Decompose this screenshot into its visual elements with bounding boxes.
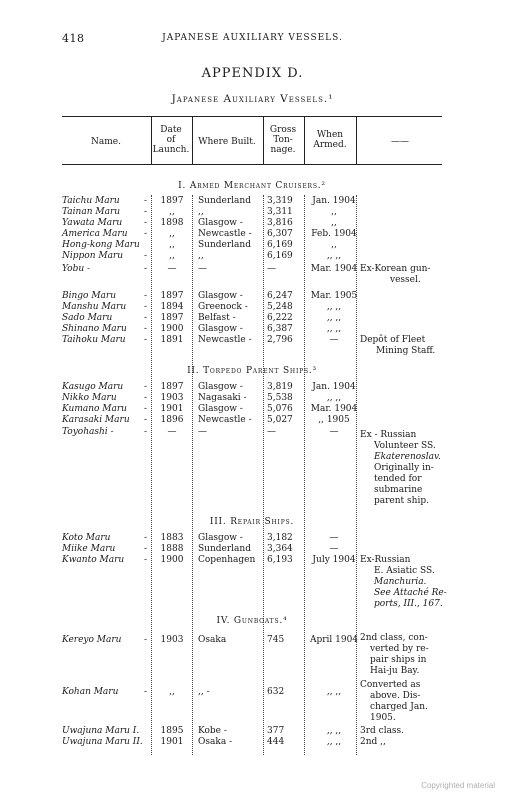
table-row xyxy=(62,229,454,240)
where-built: Sunderland xyxy=(198,240,251,250)
copyright-watermark: Copyrighted material xyxy=(421,781,495,790)
when-armed: ,, ,, xyxy=(326,726,342,736)
where-built: Sunderland xyxy=(198,544,251,554)
remark-line: E. Asiatic SS. xyxy=(374,566,435,576)
gross-tonnage: 6,169 xyxy=(267,251,293,261)
remark xyxy=(360,633,429,677)
remark-line: pair ships in xyxy=(370,655,427,665)
gross-tonnage: — xyxy=(267,264,276,274)
column-header-armed-line: When xyxy=(316,130,344,140)
vessel-name: Kwanto Maru xyxy=(62,555,125,565)
leader-dash: - xyxy=(144,544,148,554)
launch-date: 1897 xyxy=(160,291,184,301)
table-row xyxy=(62,207,454,218)
table-row xyxy=(62,313,454,324)
when-armed: Jan. 1904 xyxy=(312,382,356,392)
vessel-name: Hong-kong Maru xyxy=(62,240,140,250)
vessel-name: Bingo Maru xyxy=(62,291,117,301)
column-header-date xyxy=(152,125,190,155)
launch-date: 1903 xyxy=(160,635,184,645)
where-built: Osaka xyxy=(198,635,227,645)
when-armed: — xyxy=(329,544,339,554)
appendix-title: APPENDIX D. xyxy=(201,66,304,81)
where-built: Glasgow - xyxy=(198,218,243,228)
column-header-date-line: Date xyxy=(160,125,182,135)
where-built: Glasgow - xyxy=(198,404,243,414)
where-built: Sunderland xyxy=(198,196,251,206)
gross-tonnage: 3,311 xyxy=(267,207,293,217)
table-row xyxy=(62,240,454,251)
where-built: Greenock - xyxy=(198,302,248,312)
column-header-tonnage-line: nage. xyxy=(270,145,296,155)
launch-date: 1888 xyxy=(160,544,184,554)
table-row xyxy=(62,196,454,207)
column-divider xyxy=(151,195,152,755)
column-header-armed xyxy=(305,130,355,150)
remark-line: vessel. xyxy=(390,275,421,285)
launch-date: 1900 xyxy=(160,555,184,565)
column-divider xyxy=(192,116,193,164)
section-title: II. Torpedo Parent Ships.³ xyxy=(187,366,317,376)
table-header-rule xyxy=(62,164,442,165)
when-armed: — xyxy=(329,427,339,437)
launch-date: 1883 xyxy=(160,533,184,543)
leader-dash: - xyxy=(144,291,148,301)
table-row xyxy=(62,302,454,313)
when-armed: Mar. 1905 xyxy=(310,291,358,301)
where-built: Kobe - xyxy=(198,726,227,736)
leader-dash: - xyxy=(144,427,148,437)
column-header-armed-line: Armed. xyxy=(313,140,347,150)
launch-date: — xyxy=(167,264,177,274)
launch-date: ,, xyxy=(169,229,175,239)
vessel-name: Kereyo Maru xyxy=(62,635,122,645)
leader-dash: - xyxy=(144,302,148,312)
gross-tonnage: 5,076 xyxy=(267,404,293,414)
gross-tonnage: 6,307 xyxy=(267,229,293,239)
vessel-name: Sado Maru xyxy=(62,313,113,323)
remark-line: verted by re- xyxy=(370,644,429,654)
remark xyxy=(360,726,404,737)
table-row xyxy=(62,533,454,544)
gross-tonnage: 444 xyxy=(267,737,285,747)
when-armed: — xyxy=(329,335,339,345)
launch-date: ,, xyxy=(169,240,175,250)
when-armed: Mar. 1904 xyxy=(310,264,358,274)
running-header xyxy=(62,32,443,46)
where-built: Belfast - xyxy=(198,313,236,323)
remark-line: 3rd class. xyxy=(360,726,405,736)
leader-dash: - xyxy=(144,335,148,345)
leader-dash: - xyxy=(144,415,148,425)
gross-tonnage: — xyxy=(267,427,276,437)
gross-tonnage: 5,027 xyxy=(267,415,293,425)
table-row xyxy=(62,415,454,426)
column-header-built: Where Built. xyxy=(198,137,256,147)
gross-tonnage: 3,364 xyxy=(267,544,293,554)
launch-date: 1901 xyxy=(160,404,184,414)
vessel-name: Yawata Maru xyxy=(62,218,123,228)
remark-line: Hai-ju Bay. xyxy=(370,666,420,676)
where-built: Osaka - xyxy=(198,737,233,747)
gross-tonnage: 3,819 xyxy=(267,382,293,392)
where-built: Copenhagen xyxy=(198,555,256,565)
gross-tonnage: 6,193 xyxy=(267,555,293,565)
gross-tonnage: 5,538 xyxy=(267,393,293,403)
leader-dash: - xyxy=(144,218,148,228)
leader-dash: - xyxy=(144,207,148,217)
when-armed: ,, ,, xyxy=(326,302,342,312)
leader-dash: - xyxy=(144,264,148,274)
leader-dash: - xyxy=(144,635,148,645)
column-divider xyxy=(304,116,305,164)
column-divider xyxy=(151,116,152,164)
column-divider xyxy=(356,116,357,164)
remark-line: 2nd ,, xyxy=(360,737,386,747)
remark xyxy=(360,264,430,286)
leader-dash: - xyxy=(144,533,148,543)
column-divider xyxy=(356,195,357,755)
remark xyxy=(360,680,428,724)
launch-date: — xyxy=(167,427,177,437)
launch-date: 1895 xyxy=(160,726,184,736)
launch-date: 1903 xyxy=(160,393,184,403)
remark xyxy=(360,555,447,610)
leader-dash: - xyxy=(144,196,148,206)
leader-dash: - xyxy=(144,393,148,403)
remark-line: Converted as xyxy=(360,680,421,690)
remark-line: ports, III., 167. xyxy=(374,599,443,609)
leader-dash: - xyxy=(144,404,148,414)
where-built: ,, xyxy=(198,207,204,217)
table-row xyxy=(62,382,454,393)
gross-tonnage: 745 xyxy=(267,635,285,645)
table-top-rule xyxy=(62,116,442,117)
column-header-date-line: Launch. xyxy=(152,145,190,155)
gross-tonnage: 3,816 xyxy=(267,218,293,228)
section-title: I. Armed Merchant Cruisers.² xyxy=(178,181,326,191)
when-armed: ,, xyxy=(331,218,337,228)
table-row xyxy=(62,393,454,404)
when-armed: Mar. 1904 xyxy=(310,404,358,414)
launch-date: 1897 xyxy=(160,382,184,392)
column-header-tonnage-line: Gross xyxy=(269,125,297,135)
gross-tonnage: 6,169 xyxy=(267,240,293,250)
when-armed: ,, ,, xyxy=(326,687,342,697)
remark-line: charged Jan. xyxy=(370,702,428,712)
where-built: Glasgow - xyxy=(198,382,243,392)
vessel-name: Nippon Maru xyxy=(62,251,124,261)
vessel-name: Kohan Maru xyxy=(62,687,119,697)
remark-line: See Attaché Re- xyxy=(374,588,447,598)
gross-tonnage: 6,222 xyxy=(267,313,293,323)
launch-date: 1891 xyxy=(160,335,184,345)
remark-line: Ekaterenoslav. xyxy=(374,452,441,462)
vessel-name: Manshu Maru xyxy=(62,302,127,312)
remark-line: Depôt of Fleet xyxy=(360,335,426,345)
remark-line: Ex - Russian xyxy=(360,430,417,440)
launch-date: 1896 xyxy=(160,415,184,425)
where-built: Glasgow - xyxy=(198,291,243,301)
table-row xyxy=(62,404,454,415)
vessel-name: America Maru xyxy=(62,229,128,239)
gross-tonnage: 2,796 xyxy=(267,335,293,345)
remark-line: above. Dis- xyxy=(370,691,421,701)
leader-dash: - xyxy=(144,324,148,334)
vessel-name: Karasaki Maru xyxy=(62,415,130,425)
column-header-date-line: of xyxy=(166,135,176,145)
vessel-name: Kasugo Maru xyxy=(62,382,124,392)
remark xyxy=(360,430,441,507)
gross-tonnage: 5,248 xyxy=(267,302,293,312)
where-built: Glasgow - xyxy=(198,324,243,334)
where-built: Newcastle - xyxy=(198,415,252,425)
launch-date: 1901 xyxy=(160,737,184,747)
remark-line: 1905. xyxy=(370,713,396,723)
remark-line: Ex-Korean gun- xyxy=(360,264,431,274)
when-armed: ,, xyxy=(331,240,337,250)
table-row xyxy=(62,544,454,555)
vessel-name: Yobu - xyxy=(62,264,91,274)
section-title: III. Repair Ships. xyxy=(209,517,295,527)
vessel-name: Koto Maru xyxy=(62,533,111,543)
table-row xyxy=(62,324,454,335)
vessel-name: Kumano Maru xyxy=(62,404,127,414)
when-armed: ,, ,, xyxy=(326,324,342,334)
remark xyxy=(360,737,386,748)
vessel-name: Taichu Maru xyxy=(62,196,120,206)
remark-line: Mining Staff. xyxy=(376,346,436,356)
leader-dash: - xyxy=(144,313,148,323)
launch-date: ,, xyxy=(169,687,175,697)
launch-date: 1898 xyxy=(160,218,184,228)
table-title: Japanese Auxiliary Vessels.¹ xyxy=(171,93,334,105)
vessel-name: Uwajuna Maru I. xyxy=(62,726,140,736)
vessel-name: Nikko Maru xyxy=(62,393,117,403)
vessel-name: Miike Maru xyxy=(62,544,116,554)
remark-line: Originally in- xyxy=(374,463,434,473)
when-armed: ,, ,, xyxy=(326,251,342,261)
gross-tonnage: 3,319 xyxy=(267,196,293,206)
when-armed: Feb. 1904 xyxy=(311,229,357,239)
vessel-name: Taihoku Maru xyxy=(62,335,126,345)
vessel-name: Toyohashi - xyxy=(62,427,114,437)
where-built: Newcastle - xyxy=(198,335,252,345)
launch-date: ,, xyxy=(169,251,175,261)
when-armed: ,, ,, xyxy=(326,393,342,403)
remark-line: submarine xyxy=(374,485,423,495)
when-armed: Jan. 1904 xyxy=(312,196,356,206)
remark-line: Ex-Russian xyxy=(360,555,411,565)
leader-dash: - xyxy=(144,251,148,261)
when-armed: ,, ,, xyxy=(326,313,342,323)
vessel-name: Uwajuna Maru II. xyxy=(62,737,143,747)
leader-dash: - xyxy=(144,687,148,697)
vessel-name: Tainan Maru xyxy=(62,207,121,217)
when-armed: April 1904 xyxy=(309,635,359,645)
when-armed: — xyxy=(329,533,339,543)
column-divider xyxy=(263,195,264,755)
when-armed: ,, ,, xyxy=(326,737,342,747)
vessel-name: Shinano Maru xyxy=(62,324,127,334)
table-row xyxy=(62,251,454,262)
where-built: — xyxy=(198,427,207,437)
section-title: IV. Gunboats.⁴ xyxy=(216,616,288,626)
running-title: JAPANESE AUXILIARY VESSELS. xyxy=(162,33,343,43)
column-header-name: Name. xyxy=(91,137,121,147)
column-divider xyxy=(263,116,264,164)
launch-date: 1897 xyxy=(160,196,184,206)
where-built: Newcastle - xyxy=(198,229,252,239)
gross-tonnage: 6,247 xyxy=(267,291,293,301)
where-built: ,, - xyxy=(198,687,210,697)
remark-line: Manchuria. xyxy=(374,577,427,587)
page-number: 418 xyxy=(62,32,85,45)
where-built: ,, xyxy=(198,251,204,261)
gross-tonnage: 3,182 xyxy=(267,533,293,543)
gross-tonnage: 6,387 xyxy=(267,324,293,334)
remark-line: tended for xyxy=(374,474,422,484)
launch-date: 1894 xyxy=(160,302,184,312)
where-built: Glasgow - xyxy=(198,533,243,543)
column-header-tonnage-line: Ton- xyxy=(273,135,293,145)
when-armed: ,, 1905 xyxy=(318,415,350,425)
remark-line: parent ship. xyxy=(374,496,429,506)
column-header-tonnage xyxy=(264,125,302,155)
remark-line: Volunteer SS. xyxy=(374,441,436,451)
leader-dash: - xyxy=(144,382,148,392)
table-row xyxy=(62,737,454,748)
table-row xyxy=(62,218,454,229)
launch-date: 1900 xyxy=(160,324,184,334)
leader-dash: - xyxy=(144,229,148,239)
column-divider xyxy=(192,195,193,755)
column-header-remarks: —— xyxy=(391,137,409,147)
leader-dash: - xyxy=(144,555,148,565)
launch-date: 1897 xyxy=(160,313,184,323)
column-divider xyxy=(304,195,305,755)
when-armed: ,, xyxy=(331,207,337,217)
gross-tonnage: 377 xyxy=(267,726,285,736)
when-armed: July 1904 xyxy=(312,555,356,565)
where-built: Nagasaki - xyxy=(198,393,247,403)
launch-date: ,, xyxy=(169,207,175,217)
remark xyxy=(360,335,435,357)
table-row xyxy=(62,291,454,302)
remark-line: 2nd class, con- xyxy=(360,633,428,643)
gross-tonnage: 632 xyxy=(267,687,285,697)
where-built: — xyxy=(198,264,207,274)
